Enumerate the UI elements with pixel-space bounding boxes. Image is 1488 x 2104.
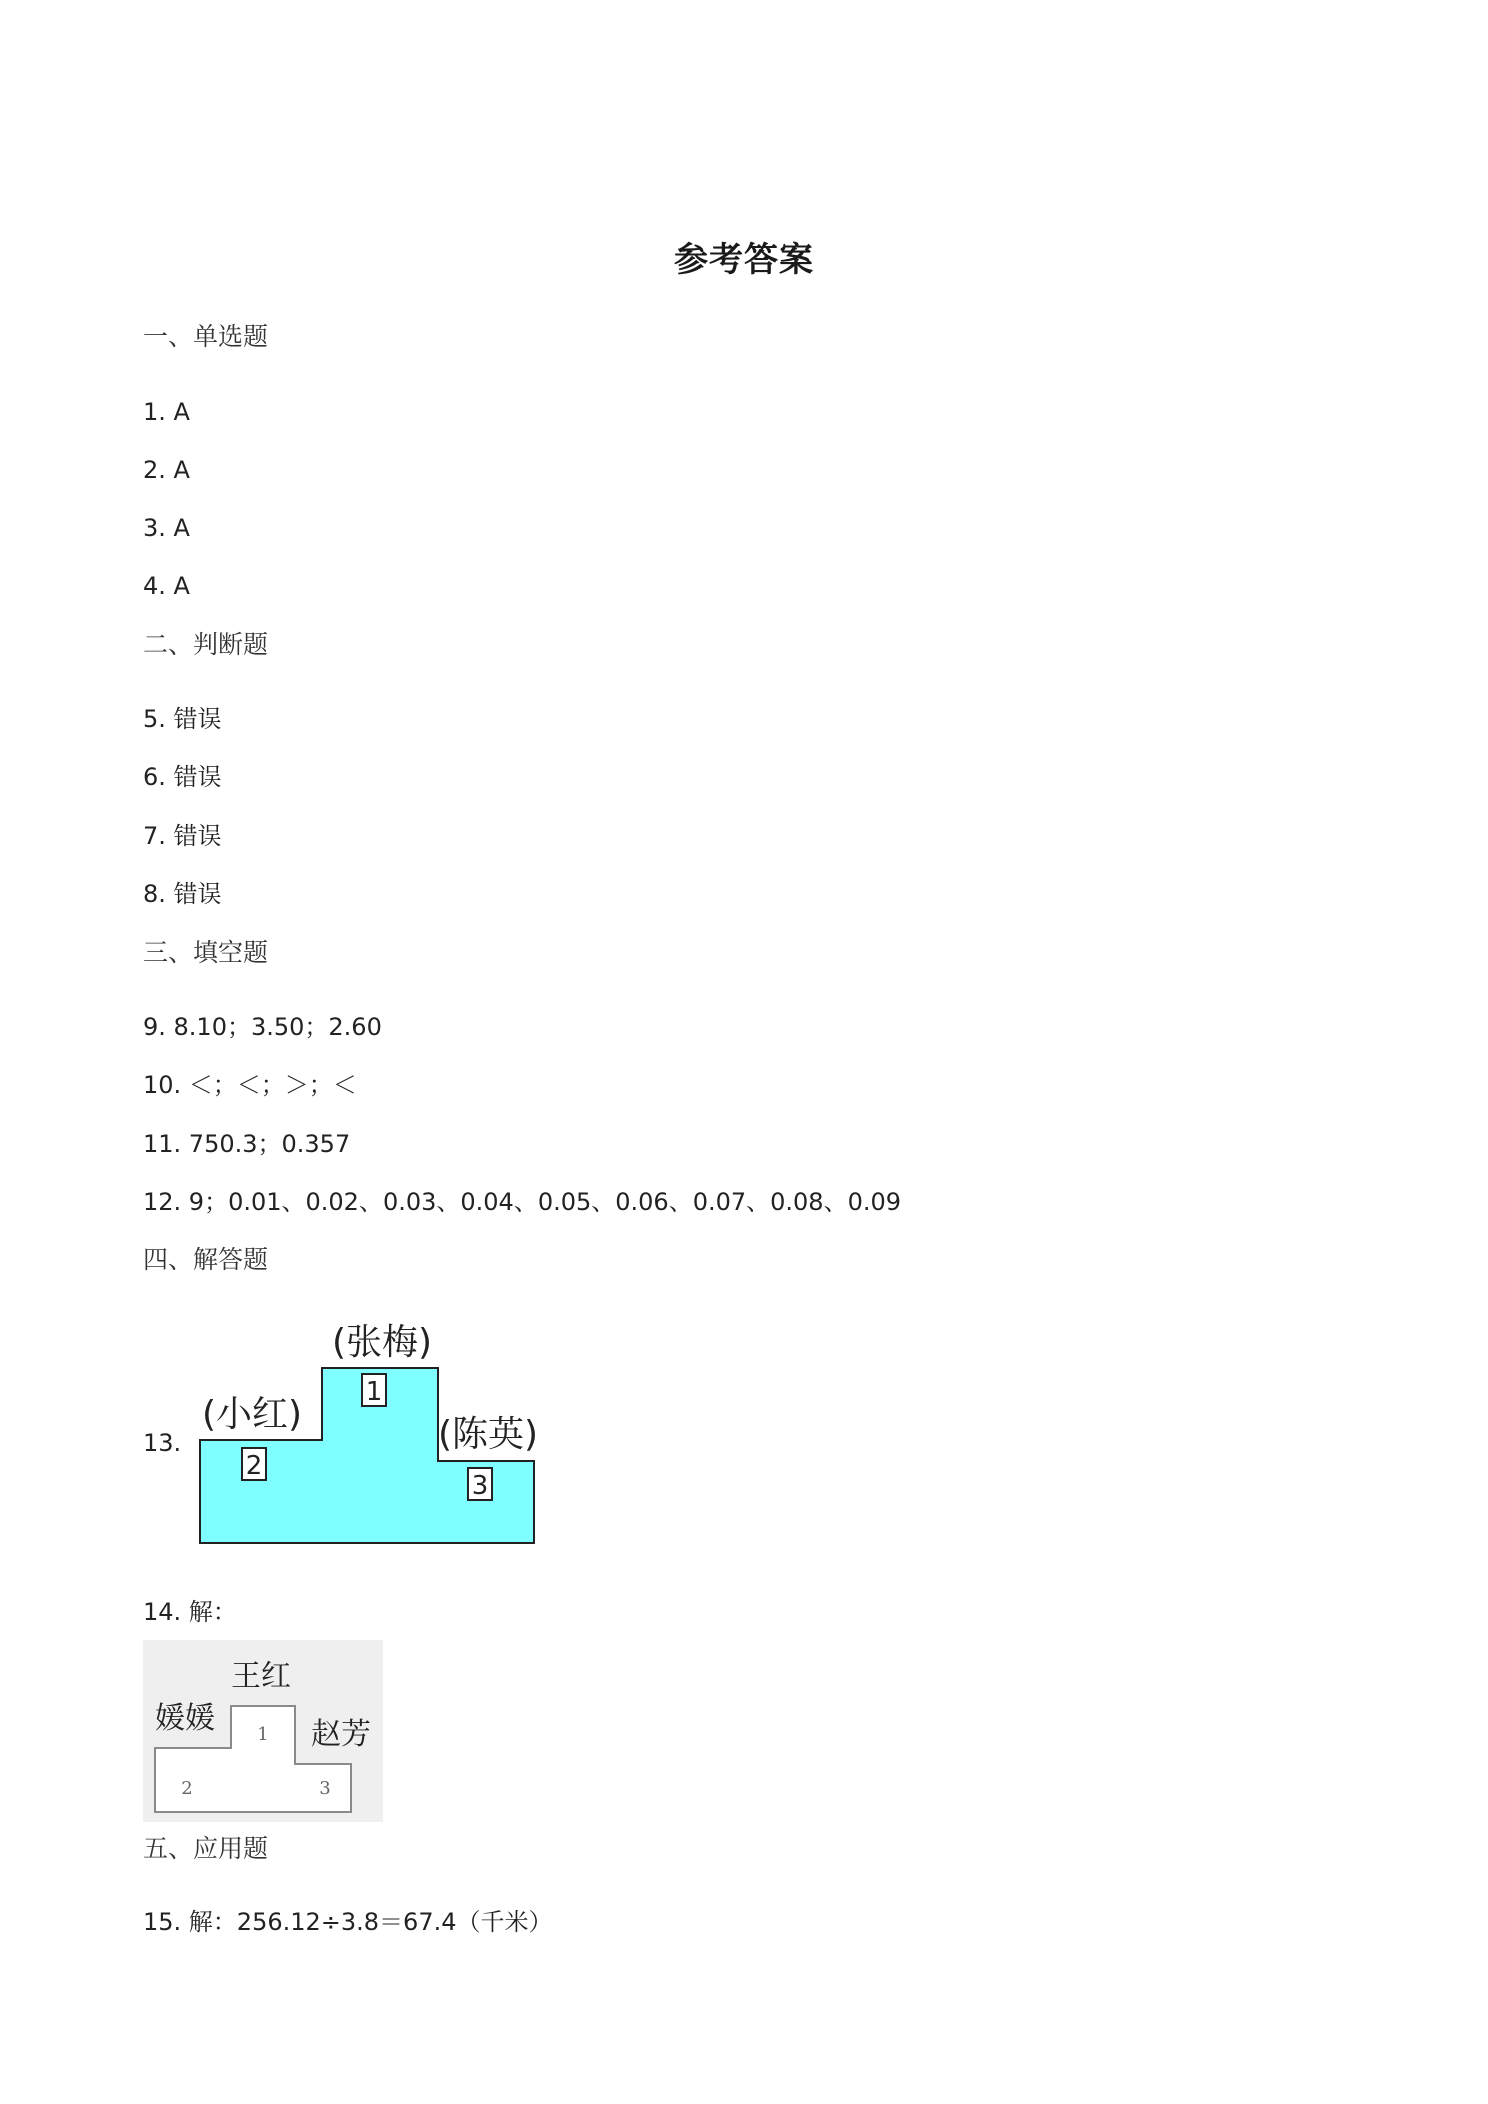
section-heading-fill-blank: 三、填空题 bbox=[143, 938, 269, 967]
answer-1: 1. A bbox=[143, 398, 190, 426]
podium-14-num-2: 2 bbox=[181, 1778, 193, 1799]
answer-7: 7. 错误 bbox=[143, 822, 222, 850]
podium-13-num-2: 2 bbox=[245, 1451, 263, 1481]
answer-4: 4. A bbox=[143, 572, 190, 600]
page-title: 参考答案 bbox=[674, 240, 814, 280]
section-heading-single-choice: 一、单选题 bbox=[143, 322, 269, 351]
answer-8: 8. 错误 bbox=[143, 880, 222, 908]
section-heading-application: 五、应用题 bbox=[143, 1834, 269, 1863]
answer-5: 5. 错误 bbox=[143, 705, 222, 733]
podium-13-third-name: (陈英) bbox=[437, 1414, 539, 1455]
podium-13-first-name: (张梅) bbox=[331, 1322, 433, 1363]
answer-15: 15. 解：256.12÷3.8＝67.4（千米） bbox=[143, 1908, 553, 1936]
answer-10: 10. ＜；＜；＞；＜ bbox=[143, 1071, 357, 1099]
podium-14-num-3: 3 bbox=[319, 1778, 331, 1799]
podium-13-num-3: 3 bbox=[471, 1471, 489, 1501]
answer-12: 12. 9；0.01、0.02、0.03、0.04、0.05、0.06、0.07、0.08、0.09 bbox=[143, 1188, 902, 1216]
podium-14-num-1: 1 bbox=[257, 1724, 269, 1745]
podium-13-num-1: 1 bbox=[365, 1377, 383, 1407]
answer-6: 6. 错误 bbox=[143, 763, 222, 791]
section-heading-solve: 四、解答题 bbox=[143, 1245, 269, 1274]
podium-14-second-name: 媛媛 bbox=[155, 1701, 215, 1736]
podium-14-first-name: 王红 bbox=[231, 1659, 291, 1694]
podium-13-second-name: (小红) bbox=[201, 1394, 303, 1435]
section-heading-true-false: 二、判断题 bbox=[143, 630, 269, 659]
answer-11: 11. 750.3；0.357 bbox=[143, 1130, 351, 1158]
podium-figure-14 bbox=[143, 1640, 383, 1822]
podium-14-third-name: 赵芳 bbox=[311, 1717, 371, 1752]
answer-13-label: 13. bbox=[143, 1429, 182, 1457]
answer-2: 2. A bbox=[143, 456, 190, 484]
answer-14-label: 14. 解： bbox=[143, 1598, 237, 1626]
answer-9: 9. 8.10；3.50；2.60 bbox=[143, 1013, 382, 1041]
podium-figure-13 bbox=[196, 1318, 556, 1548]
answer-3: 3. A bbox=[143, 514, 190, 542]
